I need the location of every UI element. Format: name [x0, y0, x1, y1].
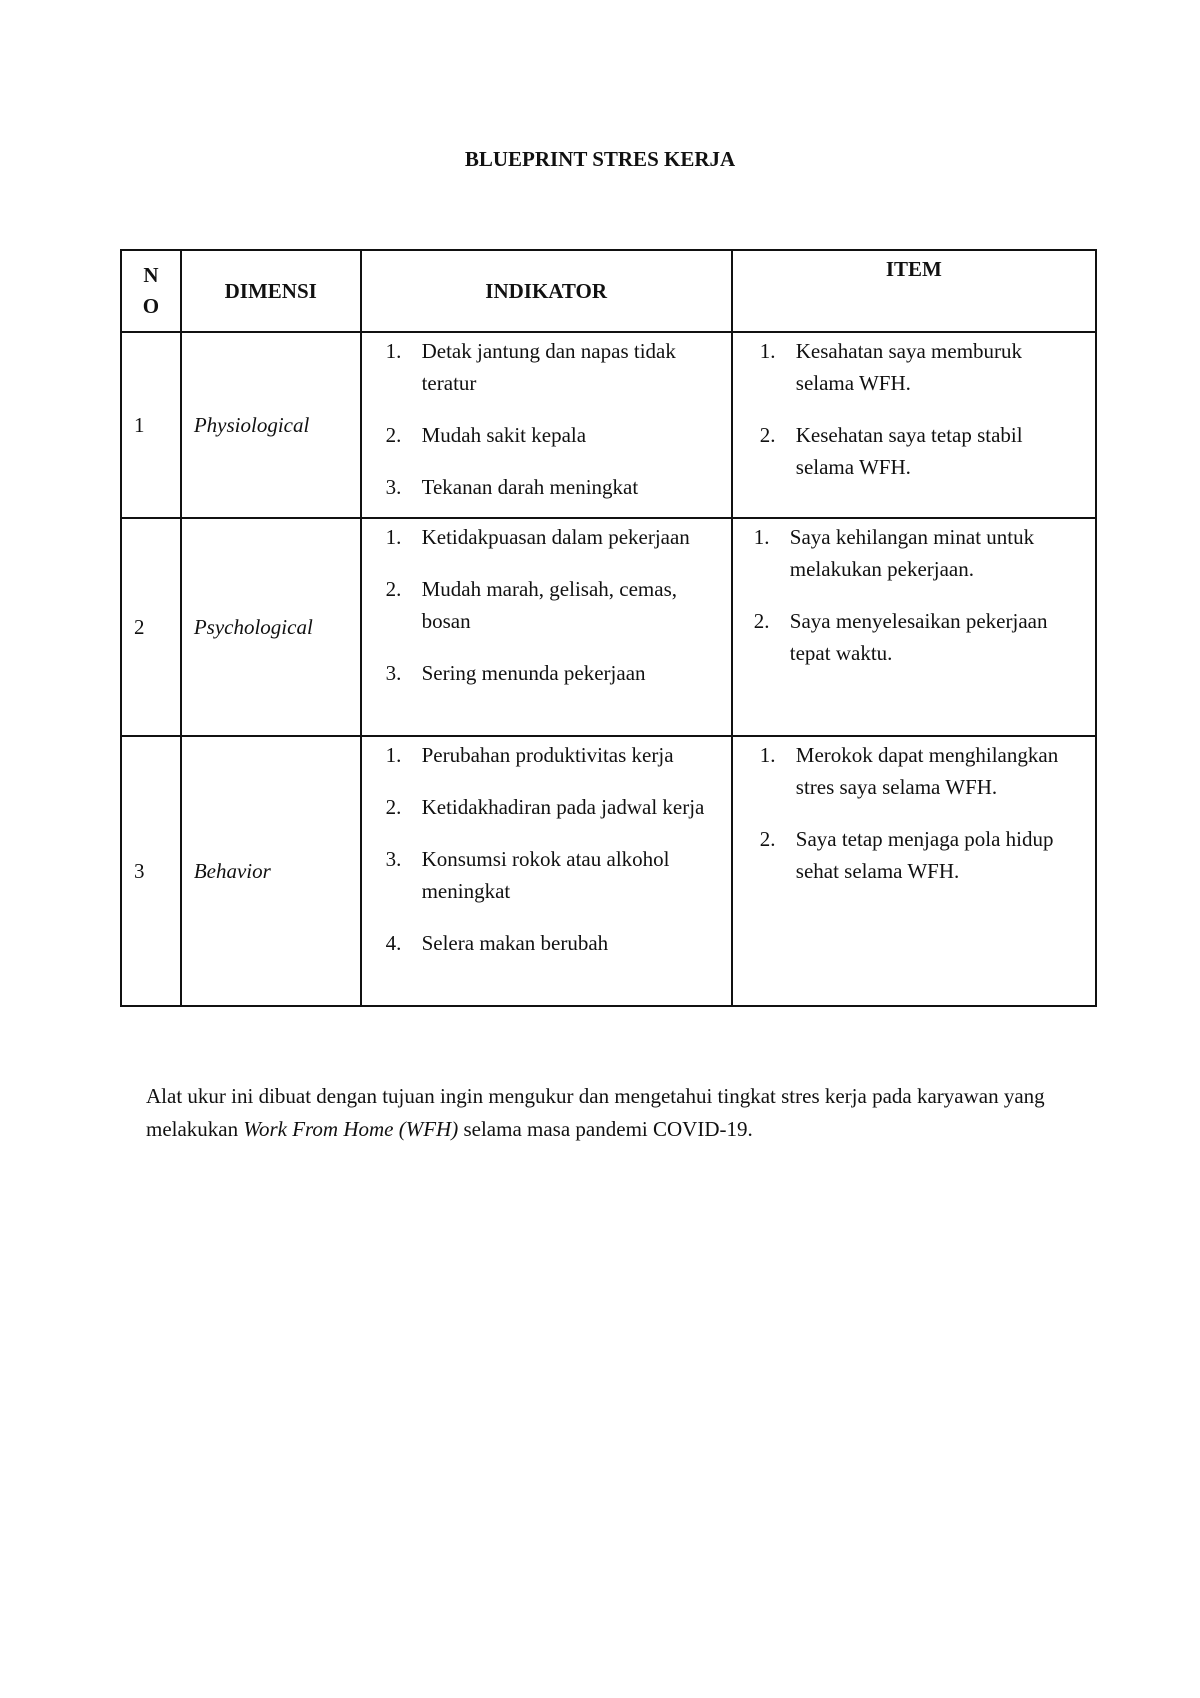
item-list — [733, 521, 1085, 669]
footnote-italic: Work From Home (WFH) — [243, 1117, 459, 1141]
document-title: BLUEPRINT STRES KERJA — [464, 147, 736, 171]
row-dimension: Physiological — [181, 332, 361, 518]
list-item: 2. Saya tetap menjaga pola hidup sehat selama WFH. — [759, 827, 1054, 883]
header-indikator: INDIKATOR — [361, 250, 732, 332]
list-item: 2. Kesehatan saya tetap stabil selama WFH. — [759, 423, 1023, 479]
header-dimensi: DIMENSI — [181, 250, 361, 332]
list-item: 3. Sering menunda pekerjaan — [385, 661, 646, 685]
header-item: ITEM — [732, 250, 1096, 332]
row-number: 2 — [121, 518, 181, 736]
list-item: 4. Selera makan berubah — [385, 931, 609, 955]
row-number: 3 — [121, 736, 181, 1006]
list-item: 1. Saya kehilangan minat untuk melakukan pekerjaan. — [753, 525, 1035, 581]
table-row — [121, 518, 1096, 736]
table-header-row — [121, 250, 1096, 332]
indicator-list — [362, 739, 721, 959]
indicator-list — [362, 521, 721, 689]
item-list — [733, 739, 1085, 887]
list-item: 1. Kesahatan saya memburuk selama WFH. — [759, 339, 1023, 395]
list-item: 2. Saya menyelesaikan pekerjaan tepat waktu. — [753, 609, 1048, 665]
row-dimension: Behavior — [181, 736, 361, 1006]
row-dimension: Psychological — [181, 518, 361, 736]
item-cell — [732, 332, 1096, 518]
table-row — [121, 736, 1096, 1006]
list-item: 1. Merokok dapat menghilangkan stres saya selama WFH. — [759, 743, 1059, 799]
item-cell — [732, 518, 1096, 736]
indicator-cell — [361, 518, 732, 736]
list-item: 2. Mudah sakit kepala — [385, 423, 587, 447]
item-list — [733, 335, 1085, 483]
table-row — [121, 332, 1096, 518]
indicator-cell — [361, 736, 732, 1006]
list-item: 3. Konsumsi rokok atau alkohol meningkat — [385, 847, 670, 903]
list-item: 3. Tekanan darah meningkat — [385, 475, 639, 499]
list-item: 2. Ketidakhadiran pada jadwal kerja — [385, 795, 705, 819]
list-item: 1. Perubahan produktivitas kerja — [385, 743, 674, 767]
list-item: 1. Detak jantung dan napas tidak teratur — [385, 339, 676, 395]
item-cell — [732, 736, 1096, 1006]
list-item: 2. Mudah marah, gelisah, cemas, bosan — [385, 577, 678, 633]
footnote-paragraph: Alat ukur ini dibuat dengan tujuan ingin mengukur dan mengetahui tingkat stres kerja pada karyawan yang melakukan Work From Home (WFH) selama masa pandemi COVID-19. — [146, 1084, 1045, 1141]
indicator-list — [362, 335, 721, 503]
header-no: N O — [121, 250, 181, 332]
row-number: 1 — [121, 332, 181, 518]
list-item: 1. Ketidakpuasan dalam pekerjaan — [385, 525, 690, 549]
blueprint-table — [120, 249, 1097, 1007]
indicator-cell — [361, 332, 732, 518]
